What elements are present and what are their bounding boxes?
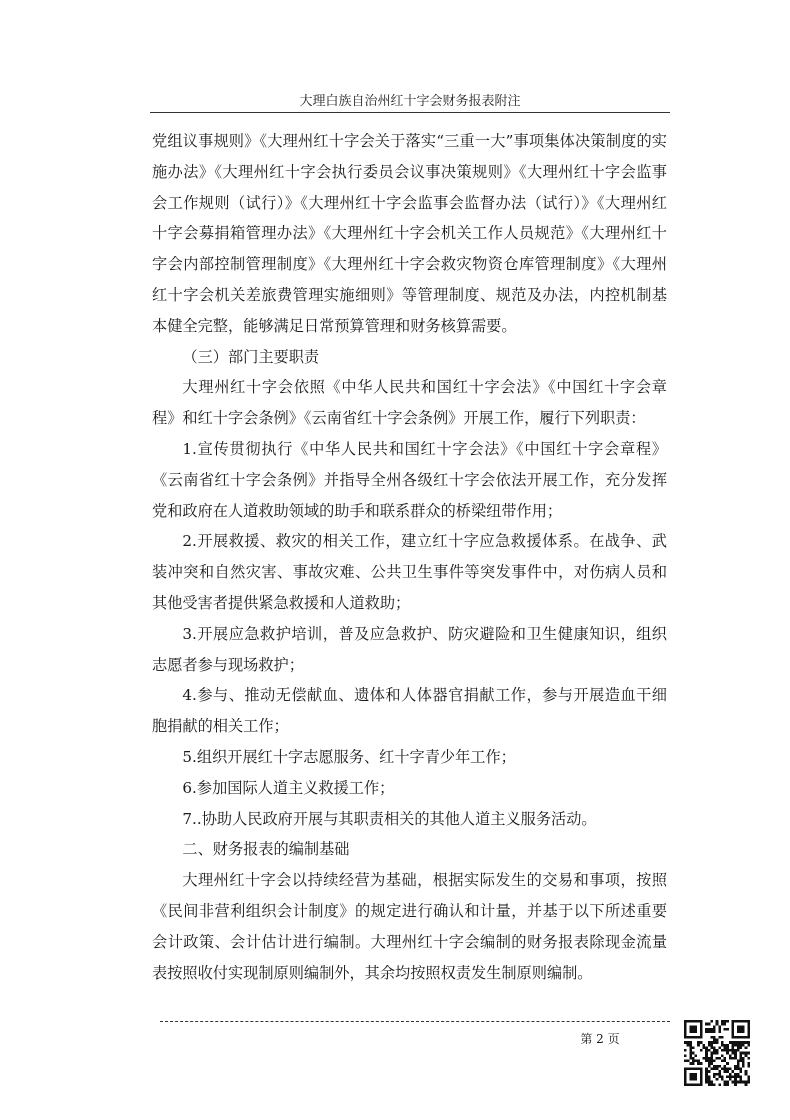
duty-item: 7..协助人民政府开展与其职责相关的其他人道主义服务活动。 <box>182 809 597 828</box>
duty-item: 3.开展应急救护培训，普及应急救护、防灾避险和卫生健康知识，组织志愿者参与现场救护； <box>152 624 667 674</box>
paragraph-rules: 党组议事规则》《大理州红十字会关于落实“三重一大”事项集体决策制度的实施办法》《大理州红十字会执行委员会议事决策规则》《大理州红十字会监事会工作规则（试行）》《大理州红十字会监事会监督办法（试行）》《大理州红十字会募捐箱管理办法》《大理州红十字会机关工作人员规范》《大理州红十字会内部控制管理制度》《大理州红十字会救灾物资仓库管理制度》《大理州红十字会机关差旅费管理实施细则》等管理制度、规范及办法，内控机制基本健全完整，能够满足日常预算管理和财务核算需要。 <box>152 132 667 335</box>
page-number: 第 2 页 <box>580 1032 620 1046</box>
duty-item: 4.参与、推动无偿献血、遗体和人体器官捐献工作，参与开展造血干细胞捐献的相关工作； <box>152 686 667 736</box>
section-heading-duties: （三）部门主要职责 <box>182 347 320 366</box>
duty-item: 1.宣传贯彻执行《中华人民共和国红十字会法》《中国红十字会章程》《云南省红十字会条例》并指导全州各级红十字会依法开展工作，充分发挥党和政府在人道救助领域的助手和联系群众的桥梁纽带作用； <box>152 439 667 520</box>
body-text <box>152 126 667 988</box>
qr-code-icon <box>684 1020 750 1086</box>
duty-item: 6.参加国际人道主义救援工作； <box>182 778 395 797</box>
header-rule <box>150 112 670 113</box>
section-heading-basis: 二、财务报表的编制基础 <box>182 840 350 859</box>
duty-item: 2.开展救援、救灾的相关工作，建立红十字应急救援体系。在战争、武装冲突和自然灾害、事故灾难、公共卫生事件等突发事件中，对伤病人员和其他受害者提供紧急救援和人道救助； <box>152 532 667 612</box>
footer-rule <box>160 1021 670 1022</box>
paragraph-basis: 大理州红十字会以持续经营为基础，根据实际发生的交易和事项，按照《民间非营利组织会计制度》的规定进行确认和计量，并基于以下所述重要会计政策、会计估计进行编制。大理州红十字会编制的财务报表除现金流量表按照收付实现制原则编制外，其余均按照权责发生制原则编制。 <box>152 871 667 982</box>
duty-item: 5.组织开展红十字志愿服务、红十字青少年工作； <box>182 747 516 766</box>
header-title: 大理白族自治州红十字会财务报表附注 <box>299 94 521 109</box>
paragraph-duties-intro: 大理州红十字会依照《中华人民共和国红十字会法》《中国红十字会章程》和红十字会条例》《云南省红十字会条例》开展工作，履行下列职责： <box>152 378 667 428</box>
